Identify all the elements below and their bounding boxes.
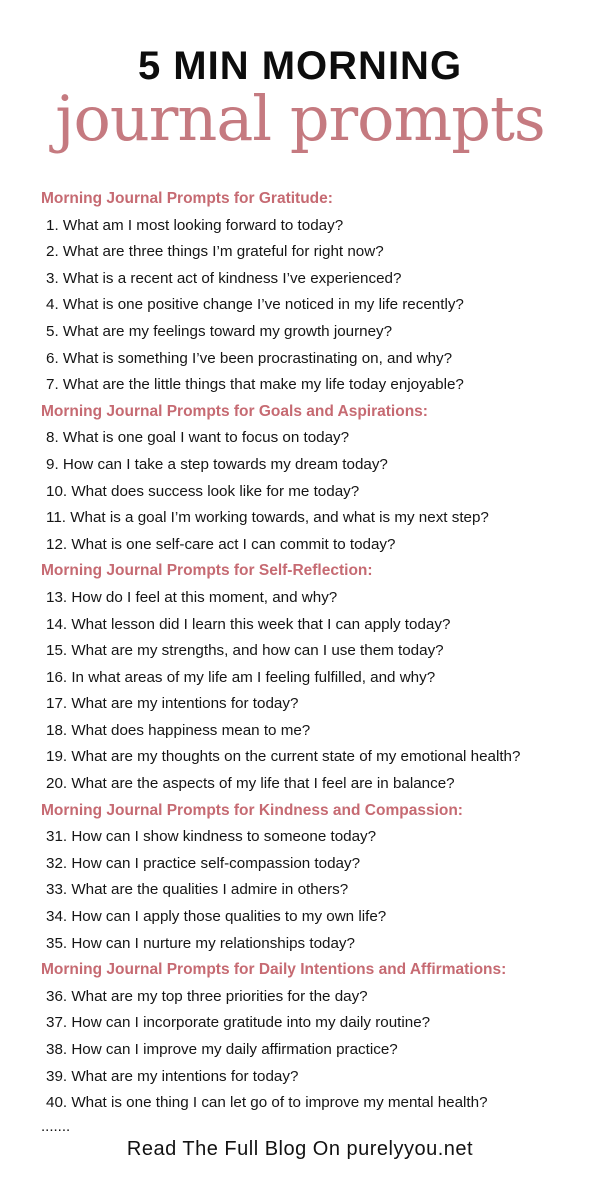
prompt-item: 19. What are my thoughts on the current state of my emotional health? bbox=[46, 748, 521, 766]
prompt-item: 3. What is a recent act of kindness I’ve experienced? bbox=[46, 269, 402, 287]
prompt-item: 5. What are my feelings toward my growth journey? bbox=[46, 322, 393, 340]
prompt-item: 37. How can I incorporate gratitude into my daily routine? bbox=[46, 1014, 431, 1032]
more-ellipsis: ....... bbox=[41, 1117, 71, 1135]
prompt-item: 15. What are my strengths, and how can I use them today? bbox=[46, 642, 444, 660]
prompt-item: 39. What are my intentions for today? bbox=[46, 1067, 299, 1085]
prompt-item: 40. What is one thing I can let go of to improve my mental health? bbox=[46, 1094, 488, 1112]
prompt-item: 10. What does success look like for me today? bbox=[46, 482, 360, 500]
title-line-2: journal prompts bbox=[55, 82, 545, 155]
prompt-item: 6. What is something I’ve been procrastinating on, and why? bbox=[46, 349, 453, 367]
footer-blog-link[interactable]: Read The Full Blog On purelyyou.net bbox=[126, 1138, 474, 1160]
prompt-item: 38. How can I improve my daily affirmation practice? bbox=[46, 1041, 398, 1058]
prompt-item: 1. What am I most looking forward to today? bbox=[46, 216, 344, 234]
prompt-item: 35. How can I nurture my relationships today? bbox=[46, 934, 355, 952]
section-heading: Morning Journal Prompts for Kindness and Compassion: bbox=[41, 801, 463, 819]
prompt-item: 4. What is one positive change I’ve noticed in my life recently? bbox=[46, 296, 464, 314]
prompt-item: 14. What lesson did I learn this week that I can apply today? bbox=[46, 615, 451, 633]
section-heading: Morning Journal Prompts for Self-Reflection: bbox=[41, 562, 373, 580]
prompt-item: 17. What are my intentions for today? bbox=[46, 695, 299, 713]
title-line-1: 5 MIN MORNING bbox=[137, 44, 463, 88]
prompt-item: 7. What are the little things that make my life today enjoyable? bbox=[46, 376, 464, 394]
prompt-item: 16. In what areas of my life am I feeling fulfilled, and why? bbox=[46, 668, 436, 686]
prompt-item: 32. How can I practice self-compassion today? bbox=[46, 854, 361, 872]
prompt-item: 11. What is a goal I’m working towards, and what is my next step? bbox=[46, 509, 489, 527]
section-heading: Morning Journal Prompts for Daily Intentions and Affirmations: bbox=[41, 961, 507, 979]
prompt-item: 34. How can I apply those qualities to my own life? bbox=[46, 908, 387, 926]
prompt-item: 33. What are the qualities I admire in others? bbox=[46, 881, 349, 899]
section-heading: Morning Journal Prompts for Gratitude: bbox=[41, 190, 333, 207]
prompt-item: 31. How can I show kindness to someone today? bbox=[46, 828, 377, 846]
section-heading: Morning Journal Prompts for Goals and Aspirations: bbox=[41, 402, 428, 420]
prompt-item: 2. What are three things I’m grateful for right now? bbox=[46, 243, 384, 261]
prompt-list bbox=[41, 186, 581, 1139]
prompt-item: 18. What does happiness mean to me? bbox=[46, 721, 311, 739]
prompt-item: 12. What is one self-care act I can commit to today? bbox=[46, 535, 396, 553]
prompt-item: 36. What are my top three priorities for the day? bbox=[46, 987, 368, 1005]
prompt-item: 13. How do I feel at this moment, and why? bbox=[46, 588, 338, 606]
prompt-item: 9. How can I take a step towards my dream today? bbox=[46, 455, 388, 473]
prompt-item: 20. What are the aspects of my life that I feel are in balance? bbox=[46, 775, 455, 793]
prompt-item: 8. What is one goal I want to focus on today? bbox=[46, 429, 350, 447]
